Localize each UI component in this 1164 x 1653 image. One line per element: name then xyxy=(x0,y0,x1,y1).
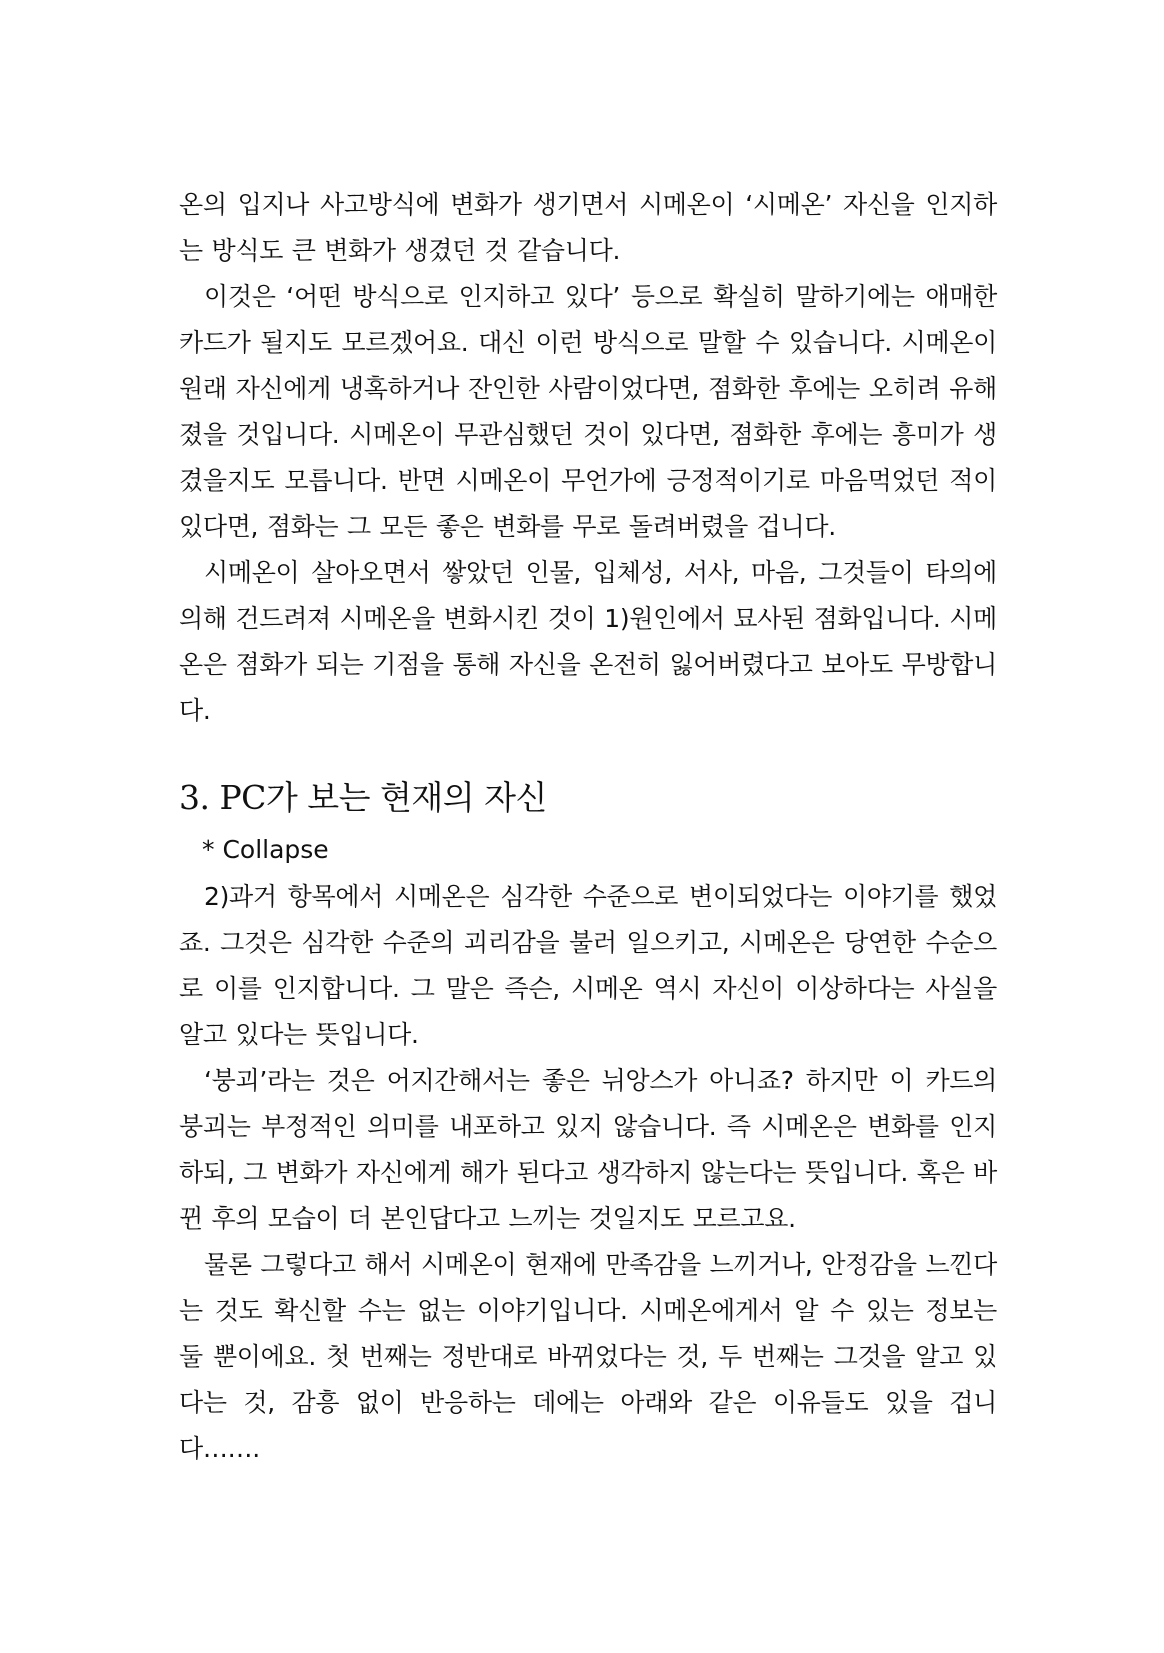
document-page xyxy=(179,182,997,1472)
body-paragraph-4: 2)과거 항목에서 시메온은 심각한 수준으로 변이되었다는 이야기를 했었죠. 그것은 심각한 수준의 괴리감을 불러 일으키고, 시메온은 당연한 수순으로 이를 인지합니다. 그 말은 즉슨, 시메온 역시 자신이 이상하다는 사실을 알고 있다는 뜻입니다. xyxy=(179,882,997,1049)
body-paragraph-6: 물론 그렇다고 해서 시메온이 현재에 만족감을 느끼거나, 안정감을 느낀다는 것도 확신할 수는 없는 이야기입니다. 시메온에게서 알 수 있는 정보는 둘 뿐이에요. 첫 번째는 정반대로 바뀌었다는 것, 두 번째는 그것을 알고 있다는 것, 감흥 없이 반응하는 데에는 아래와 같은 이유들도 있을 겁니다……. xyxy=(179,1250,997,1463)
body-paragraph-2: 이것은 ‘어떤 방식으로 인지하고 있다’ 등으로 확실히 말하기에는 애매한 카드가 될지도 모르겠어요. 대신 이런 방식으로 말할 수 있습니다. 시메온이 원래 자신에게 냉혹하거나 잔인한 사람이었다면, 졈화한 후에는 오히려 유해졌을 것입니다. 시메온이 무관심했던 것이 있다면, 졈화한 후에는 흥미가 생겼을지도 모릅니다. 반면 시메온이 무언가에 긍정적이기로 마음먹었던 적이 있다면, 졈화는 그 모든 좋은 변화를 무로 돌려버렸을 겁니다. xyxy=(179,282,997,541)
body-paragraph-1: 온의 입지나 사고방식에 변화가 생기면서 시메온이 ‘시메온’ 자신을 인지하는 방식도 큰 변화가 생겼던 것 같습니다. xyxy=(179,190,997,265)
body-paragraph-3: 시메온이 살아오면서 쌓았던 인물, 입체성, 서사, 마음, 그것들이 타의에 의해 건드려져 시메온을 변화시킨 것이 1)원인에서 묘사된 졈화입니다. 시메온은 졈화가 되는 기점을 통해 자신을 온전히 잃어버렸다고 보아도 무방합니다. xyxy=(179,558,997,725)
body-paragraph-5: ‘붕괴’라는 것은 어지간해서는 좋은 뉘앙스가 아니죠? 하지만 이 카드의 붕괴는 부정적인 의미를 내포하고 있지 않습니다. 즉 시메온은 변화를 인지하되, 그 변화가 자신에게 해가 된다고 생각하지 않는다는 뜻입니다. 혹은 바뀐 후의 모습이 더 본인답다고 느끼는 것일지도 모르고요. xyxy=(179,1066,997,1233)
section-heading: 3. PC가 보는 현재의 자신 xyxy=(179,778,547,817)
section-note: * Collapse xyxy=(202,835,329,864)
section-spacer xyxy=(179,734,997,770)
